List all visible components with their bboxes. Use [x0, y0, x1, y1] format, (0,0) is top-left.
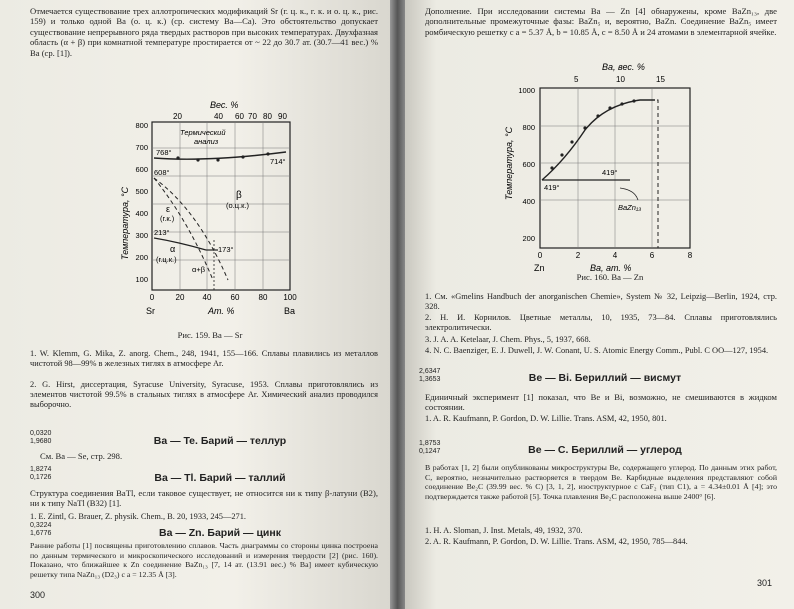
svg-text:β: β	[236, 190, 242, 201]
svg-text:70: 70	[248, 112, 257, 121]
svg-text:BaZn₁₃: BaZn₁₃	[618, 203, 642, 212]
svg-text:400: 400	[135, 209, 148, 218]
heading-ba-tl: Ba — Tl. Барий — таллий	[154, 472, 286, 484]
svg-text:400: 400	[522, 197, 535, 206]
fig160-x-left: Zn	[534, 263, 545, 273]
svg-text:20: 20	[175, 293, 185, 302]
fig160-labels	[544, 168, 641, 212]
svg-text:2: 2	[575, 251, 581, 260]
svg-text:(о.ц.к.): (о.ц.к.)	[226, 201, 249, 210]
code-te: 0,0320 1,9680	[30, 430, 52, 445]
svg-text:6: 6	[649, 251, 655, 260]
right-page	[405, 0, 794, 609]
ba-te-text: См. Ba — Se, стр. 298.	[40, 451, 123, 461]
svg-text:600: 600	[135, 165, 148, 174]
svg-text:80: 80	[263, 112, 272, 121]
be-bi-ref: 1. A. R. Kaufmann, P. Gordon, D. W. Lillie. Trans. ASM, 42, 1950, 801.	[425, 414, 667, 423]
fig159-x-title: Ат. %	[208, 306, 235, 316]
fig160-x-ticks	[538, 251, 693, 260]
svg-text:40: 40	[202, 293, 212, 302]
fig160-caption: Рис. 160. Ba — Zn	[576, 272, 644, 282]
ref-1-klemm: 1. W. Klemm, G. Mika, Z. anorg. Chem., 248, 1941, 155—166. Сплавы плавились из металлов чистотой 98—99% в железных тиглях в атмосфере Ar.	[30, 349, 378, 369]
fig159-points	[176, 152, 269, 161]
page-number-left: 300	[30, 590, 46, 600]
code-c: 1,8753 0,1247	[419, 440, 441, 455]
heading-ba-zn: Ba — Zn. Барий — цинк	[159, 527, 281, 539]
fig159-y-title: Температура, °C	[120, 186, 130, 260]
left-page	[0, 0, 390, 609]
svg-text:1000: 1000	[518, 86, 535, 95]
intro-paragraph: Отмечается существование трех аллотропических модификаций Sr (г. ц. к., г. к. и о. ц. к., рис. 159) и только одной Ba (о. ц. к.) (ср. систему Ba—Ca). Это обстоятельство допускает существование непрерывного ряда твердых растворов при высоких температурах. Двухфазная область (α + β) при комнатной температуре простирается от ~ 22 до 30.7 ат. (30.7—41 вес.) % Ba (ср. [1]).	[30, 6, 378, 58]
heading-ba-te: Ba — Te. Барий — теллур	[153, 435, 287, 447]
fig160-top-ticks	[574, 75, 665, 84]
svg-text:80: 80	[258, 293, 268, 302]
fig159-caption: Рис. 159. Ba — Sr	[177, 330, 243, 340]
svg-text:700: 700	[135, 143, 148, 152]
svg-text:200: 200	[135, 253, 148, 262]
fig160-curves	[542, 100, 658, 248]
fig159-frame	[152, 122, 290, 290]
zn-ref-2: 2. Н. И. Корнилов. Цветные металлы, 10, 1935, 73—84. Сплавы приготовлялись электролитически.	[425, 313, 778, 333]
heading-be-bi: Be — Bi. Бериллий — висмут	[528, 372, 682, 384]
svg-text:608°: 608°	[154, 168, 170, 177]
svg-text:800: 800	[522, 123, 535, 132]
svg-text:60: 60	[230, 293, 240, 302]
fig159-labels	[154, 128, 286, 274]
svg-text:ε: ε	[166, 204, 171, 214]
code-tl: 1,8274 0,1726	[30, 466, 52, 481]
svg-text:173°: 173°	[218, 245, 234, 254]
svg-text:0: 0	[537, 251, 543, 260]
fig160-y-title: Температура, °C	[504, 126, 514, 200]
svg-text:40: 40	[214, 112, 223, 121]
svg-text:714°: 714°	[270, 157, 286, 166]
svg-text:(г.ц.к.): (г.ц.к.)	[156, 255, 177, 264]
svg-text:600: 600	[522, 160, 535, 169]
fig159-x-ticks	[150, 293, 297, 302]
addendum-paragraph: Дополнение. При исследовании системы Ba — Zn [4] обнаружены, кроме BaZn₁₃, две дополнительные промежуточные фазы: BaZn₅ и, вероятно, BaZn. Соединение BaZn₅ имеет ромбическую решетку с a = 5.37 Å, b = 10.85 Å, c = 8.50 Å и 24 атомами в элементарной ячейке.	[425, 6, 777, 37]
page-number-right: 301	[757, 578, 773, 588]
zn-ref-4: 4. N. C. Baenziger, E. J. Duwell, J. W. Conant, U. S. Atomic Energy Comm., Publ. C OO—127, 1954.	[425, 346, 769, 355]
fig159-x-left: Sr	[146, 306, 155, 316]
zn-ref-1: 1. См. «Gmelins Handbuch der anorganischen Chemie», System № 32, Leipzig—Berlin, 1924, стр. 328.	[425, 292, 778, 312]
book-gutter	[390, 0, 405, 609]
fig160-x-title: Ba, ат. %	[590, 263, 632, 273]
svg-text:100: 100	[135, 275, 148, 284]
svg-text:768°: 768°	[156, 148, 172, 157]
code-bi: 2,6347 1,3653	[419, 368, 441, 383]
fig159-top-ticks	[173, 112, 287, 121]
svg-text:90: 90	[278, 112, 287, 121]
zn-ref-3: 3. J. A. A. Ketelaar, J. Chem. Phys., 5, 1937, 668.	[425, 335, 591, 344]
svg-text:100: 100	[283, 293, 297, 302]
c-ref-1: 1. H. A. Sloman, J. Inst. Metals, 49, 1932, 370.	[425, 526, 583, 535]
code-zn: 0,3224 1,6776	[30, 522, 52, 537]
ba-tl-ref: 1. E. Zintl, G. Brauer, Z. physik. Chem., B. 20, 1933, 245—271.	[30, 512, 247, 521]
fig160-top-title: Ba, вес. %	[602, 62, 645, 72]
svg-text:200: 200	[522, 234, 535, 243]
figure-159-ba-sr	[118, 100, 308, 325]
svg-text:α: α	[170, 244, 176, 254]
ba-tl-text: Структура соединения BaTl, если таковое существует, не относится ни к типу β-латуни (B2), ни к типу NaTl (B32) [1].	[30, 488, 378, 509]
svg-text:анализ: анализ	[194, 137, 219, 146]
figure-160-ba-zn	[490, 60, 720, 275]
be-bi-text: Единичный эксперимент [1] показал, что Be и Bi, возможно, не смешиваются в жидком состоянии.	[425, 392, 777, 413]
fig159-top-title: Вес. %	[210, 100, 239, 110]
svg-text:(г.к.): (г.к.)	[160, 214, 175, 223]
svg-text:8: 8	[687, 251, 693, 260]
fig160-y-ticks	[518, 86, 535, 243]
ba-zn-text: Ранние работы [1] посвящены приготовлению сплавов. Часть диаграммы со стороны цинка построена по данным термического и микроскопического исследований и измерения твердости [2] (рис. 160). Показано, что ближайшее к Zn соединение BaZn₁₃ [7, 14 ат. (13.91 вес.) % Ba] имеет кубическую решетку типа NaZn₁₃ (D2₃) с a = 12.35 Å [3].	[30, 541, 378, 579]
svg-text:300: 300	[135, 231, 148, 240]
svg-text:10: 10	[616, 75, 625, 84]
svg-text:15: 15	[656, 75, 665, 84]
svg-text:213°: 213°	[154, 228, 170, 237]
svg-text:α+β: α+β	[192, 265, 206, 274]
svg-text:Термический: Термический	[180, 128, 226, 137]
svg-text:20: 20	[173, 112, 182, 121]
fig159-y-ticks	[135, 121, 148, 284]
svg-text:800: 800	[135, 121, 148, 130]
svg-text:0: 0	[149, 293, 155, 302]
svg-text:5: 5	[574, 75, 579, 84]
c-ref-2: 2. A. R. Kaufmann, P. Gordon, D. W. Lillie. Trans. ASM, 42, 1950, 785—844.	[425, 537, 688, 546]
be-c-text: В работах [1, 2] были опубликованы микроструктуры Be, содержащего углерод. По данным этих работ, C, вероятно, незначительно растворяется в твердом Be. Карбидные выделения представляют собой соединение Be₂C (39.99 вес. % C) [3, 1, 2], изоструктурное с CaF₂ (тип C1), a = 4.34±0.01 Å [4]; это подтверждается также работой [5]. Точка плавления Be₂C расположена выше 2400° [6].	[425, 463, 777, 501]
fig159-grid	[152, 122, 290, 290]
svg-text:419°: 419°	[602, 168, 618, 177]
svg-text:60: 60	[235, 112, 244, 121]
heading-be-c: Be — C. Бериллий — углерод	[528, 444, 682, 456]
svg-text:500: 500	[135, 187, 148, 196]
ref-2-hirst: 2. G. Hirst, диссертация, Syracuse University, Syracuse, 1953. Сплавы приготовлялись из элементов чистотой 99.5% в стальных тиглях в атмосфере Ar. Химический анализ проводился выборочно.	[30, 380, 379, 410]
fig159-x-right: Ba	[284, 306, 296, 316]
svg-text:419°: 419°	[544, 183, 560, 192]
svg-text:4: 4	[612, 251, 618, 260]
